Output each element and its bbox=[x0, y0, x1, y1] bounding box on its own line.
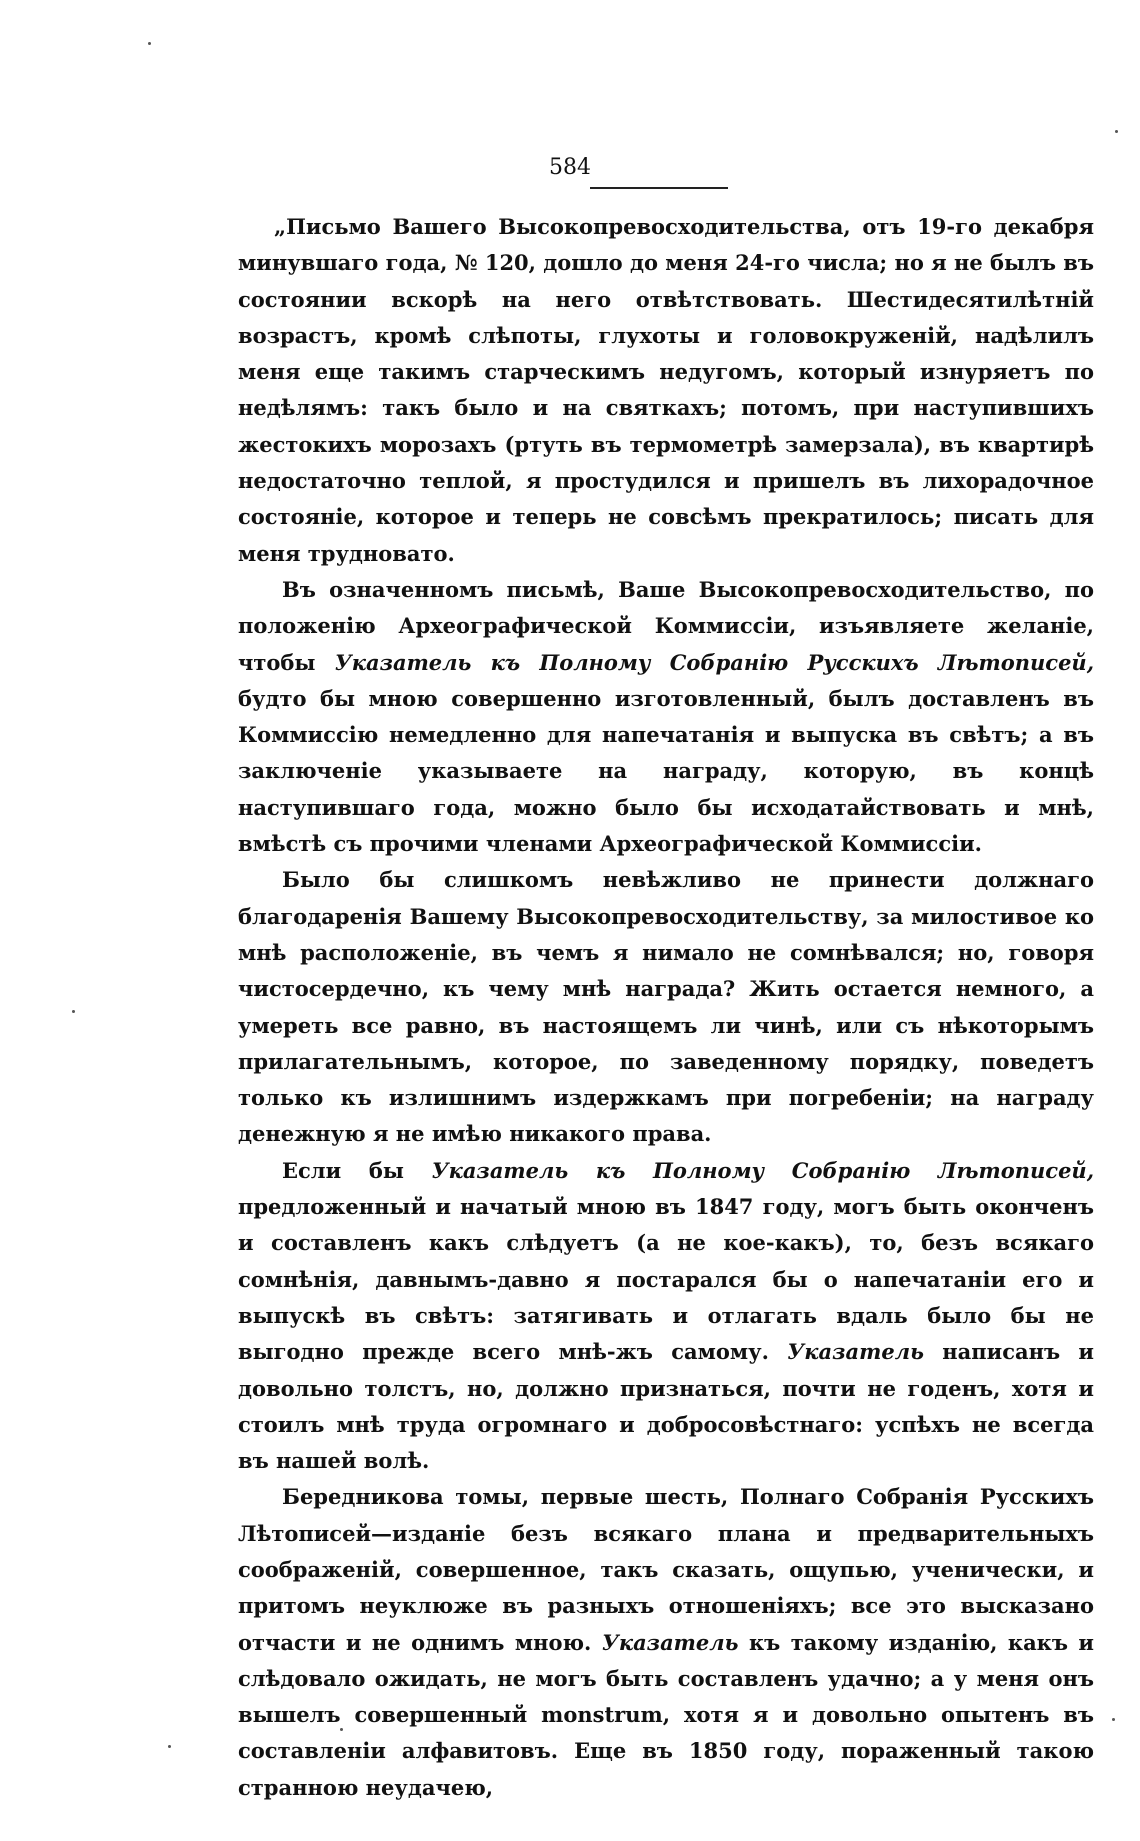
italic-title: Указатель bbox=[601, 1629, 739, 1655]
paragraph bbox=[238, 209, 1094, 572]
body-text bbox=[238, 209, 1094, 1806]
page-number: 584 bbox=[549, 155, 591, 180]
italic-title: Указатель къ Полному Собранію Лѣтописей, bbox=[431, 1157, 1095, 1183]
scan-speck bbox=[72, 1010, 75, 1013]
scan-speck bbox=[1115, 130, 1118, 133]
paragraph bbox=[238, 572, 1094, 862]
paragraph bbox=[238, 862, 1094, 1152]
scan-speck bbox=[168, 1745, 171, 1748]
scan-speck bbox=[1112, 1718, 1115, 1721]
text-run: къ такому изданію, какъ и слѣдовало ожидать, не могъ быть составленъ удачно; а у меня онъ вышелъ совершенный monstrum, хотя я и довольно опытенъ въ составленіи алфавитовъ. Еще въ 1850 году, пораженный такою странною неудачею, bbox=[238, 1629, 1095, 1800]
paragraph bbox=[238, 1479, 1094, 1806]
text-run: Если бы bbox=[282, 1157, 432, 1183]
text-run: написанъ и довольно толстъ, но, должно признаться, почти не годенъ, хотя и стоилъ мнѣ труда огромнаго и добросовѣстнаго: успѣхъ не всегда въ нашей волѣ. bbox=[238, 1339, 1094, 1474]
text-run: будто бы мною совершенно изготовленный, былъ доставленъ въ Коммиссію немедленно для напечатанія и выпуска въ свѣтъ; а въ заключеніе указываете на награду, которую, въ концѣ наступившаго года, можно было бы исходатайствовать и мнѣ, вмѣстѣ съ прочими членами Археографической Коммиссіи. bbox=[238, 685, 1094, 857]
text-run: предложенный и начатый мною въ 1847 году, могъ быть оконченъ и составленъ какъ слѣдуетъ (а не кое-какъ), то, безъ всякаго сомнѣнія, давнымъ-давно я постарался бы о напечатаніи его и выпускѣ въ свѣтъ: затягивать и отлагать вдаль было бы не выгодно прежде всего мнѣ-жъ самому. bbox=[238, 1194, 1094, 1365]
scan-speck bbox=[340, 1728, 343, 1731]
italic-title: Указатель къ Полному Собранію Русскихъ Лѣтописей, bbox=[334, 649, 1095, 675]
paragraph bbox=[238, 1153, 1094, 1480]
italic-title: Указатель bbox=[787, 1339, 924, 1365]
text-run: Въ означенномъ письмѣ, Ваше Высокопревосходительство, по положенію Археографической Коммиссіи, изъявляете желаніе, чтобы bbox=[238, 576, 1094, 675]
scan-speck bbox=[148, 42, 151, 45]
page-number-rule bbox=[590, 187, 728, 189]
text-run: „Письмо Вашего Высокопревосходительства, отъ 19-го декабря минувшаго года, № 120, дошло до меня 24-го числа; но я не былъ въ состоянии вскорѣ на него отвѣтствовать. Шестидесятилѣтній возрастъ, кромѣ слѣпоты, глухоты и головокруженій, надѣлилъ меня еще такимъ старческимъ недугомъ, который изнуряетъ по недѣлямъ: такъ было и на святкахъ; потомъ, при наступившихъ жестокихъ морозахъ (ртуть въ термометрѣ замерзала), въ квартирѣ недостаточно теплой, я простудился и пришелъ въ лихорадочное состояніе, которое и теперь не совсѣмъ прекратилось; писать для меня трудновато. bbox=[238, 214, 1094, 566]
text-run: Бередникова томы, первые шесть, Полнаго Собранія Русскихъ Лѣтописей—изданіе безъ всякаго плана и предварительныхъ соображеній, совершенное, такъ сказать, ощупью, ученически, и притомъ неуклюже въ разныхъ отношеніяхъ; все это высказано отчасти и не однимъ мною. bbox=[238, 1484, 1094, 1655]
text-run: Было бы слишкомъ невѣжливо не принести должнаго благодаренія Вашему Высокопревосходительству, за милостивое ко мнѣ расположеніе, въ чемъ я нимало не сомнѣвался; но, говоря чистосердечно, къ чему мнѣ награда? Жить остается немного, а умереть все равно, въ настоящемъ ли чинѣ, или съ нѣкоторымъ прилагательнымъ, которое, по заведенному порядку, поведетъ только къ излишнимъ издержкамъ при погребеніи; на награду денежную я не имѣю никакого права. bbox=[238, 867, 1094, 1147]
